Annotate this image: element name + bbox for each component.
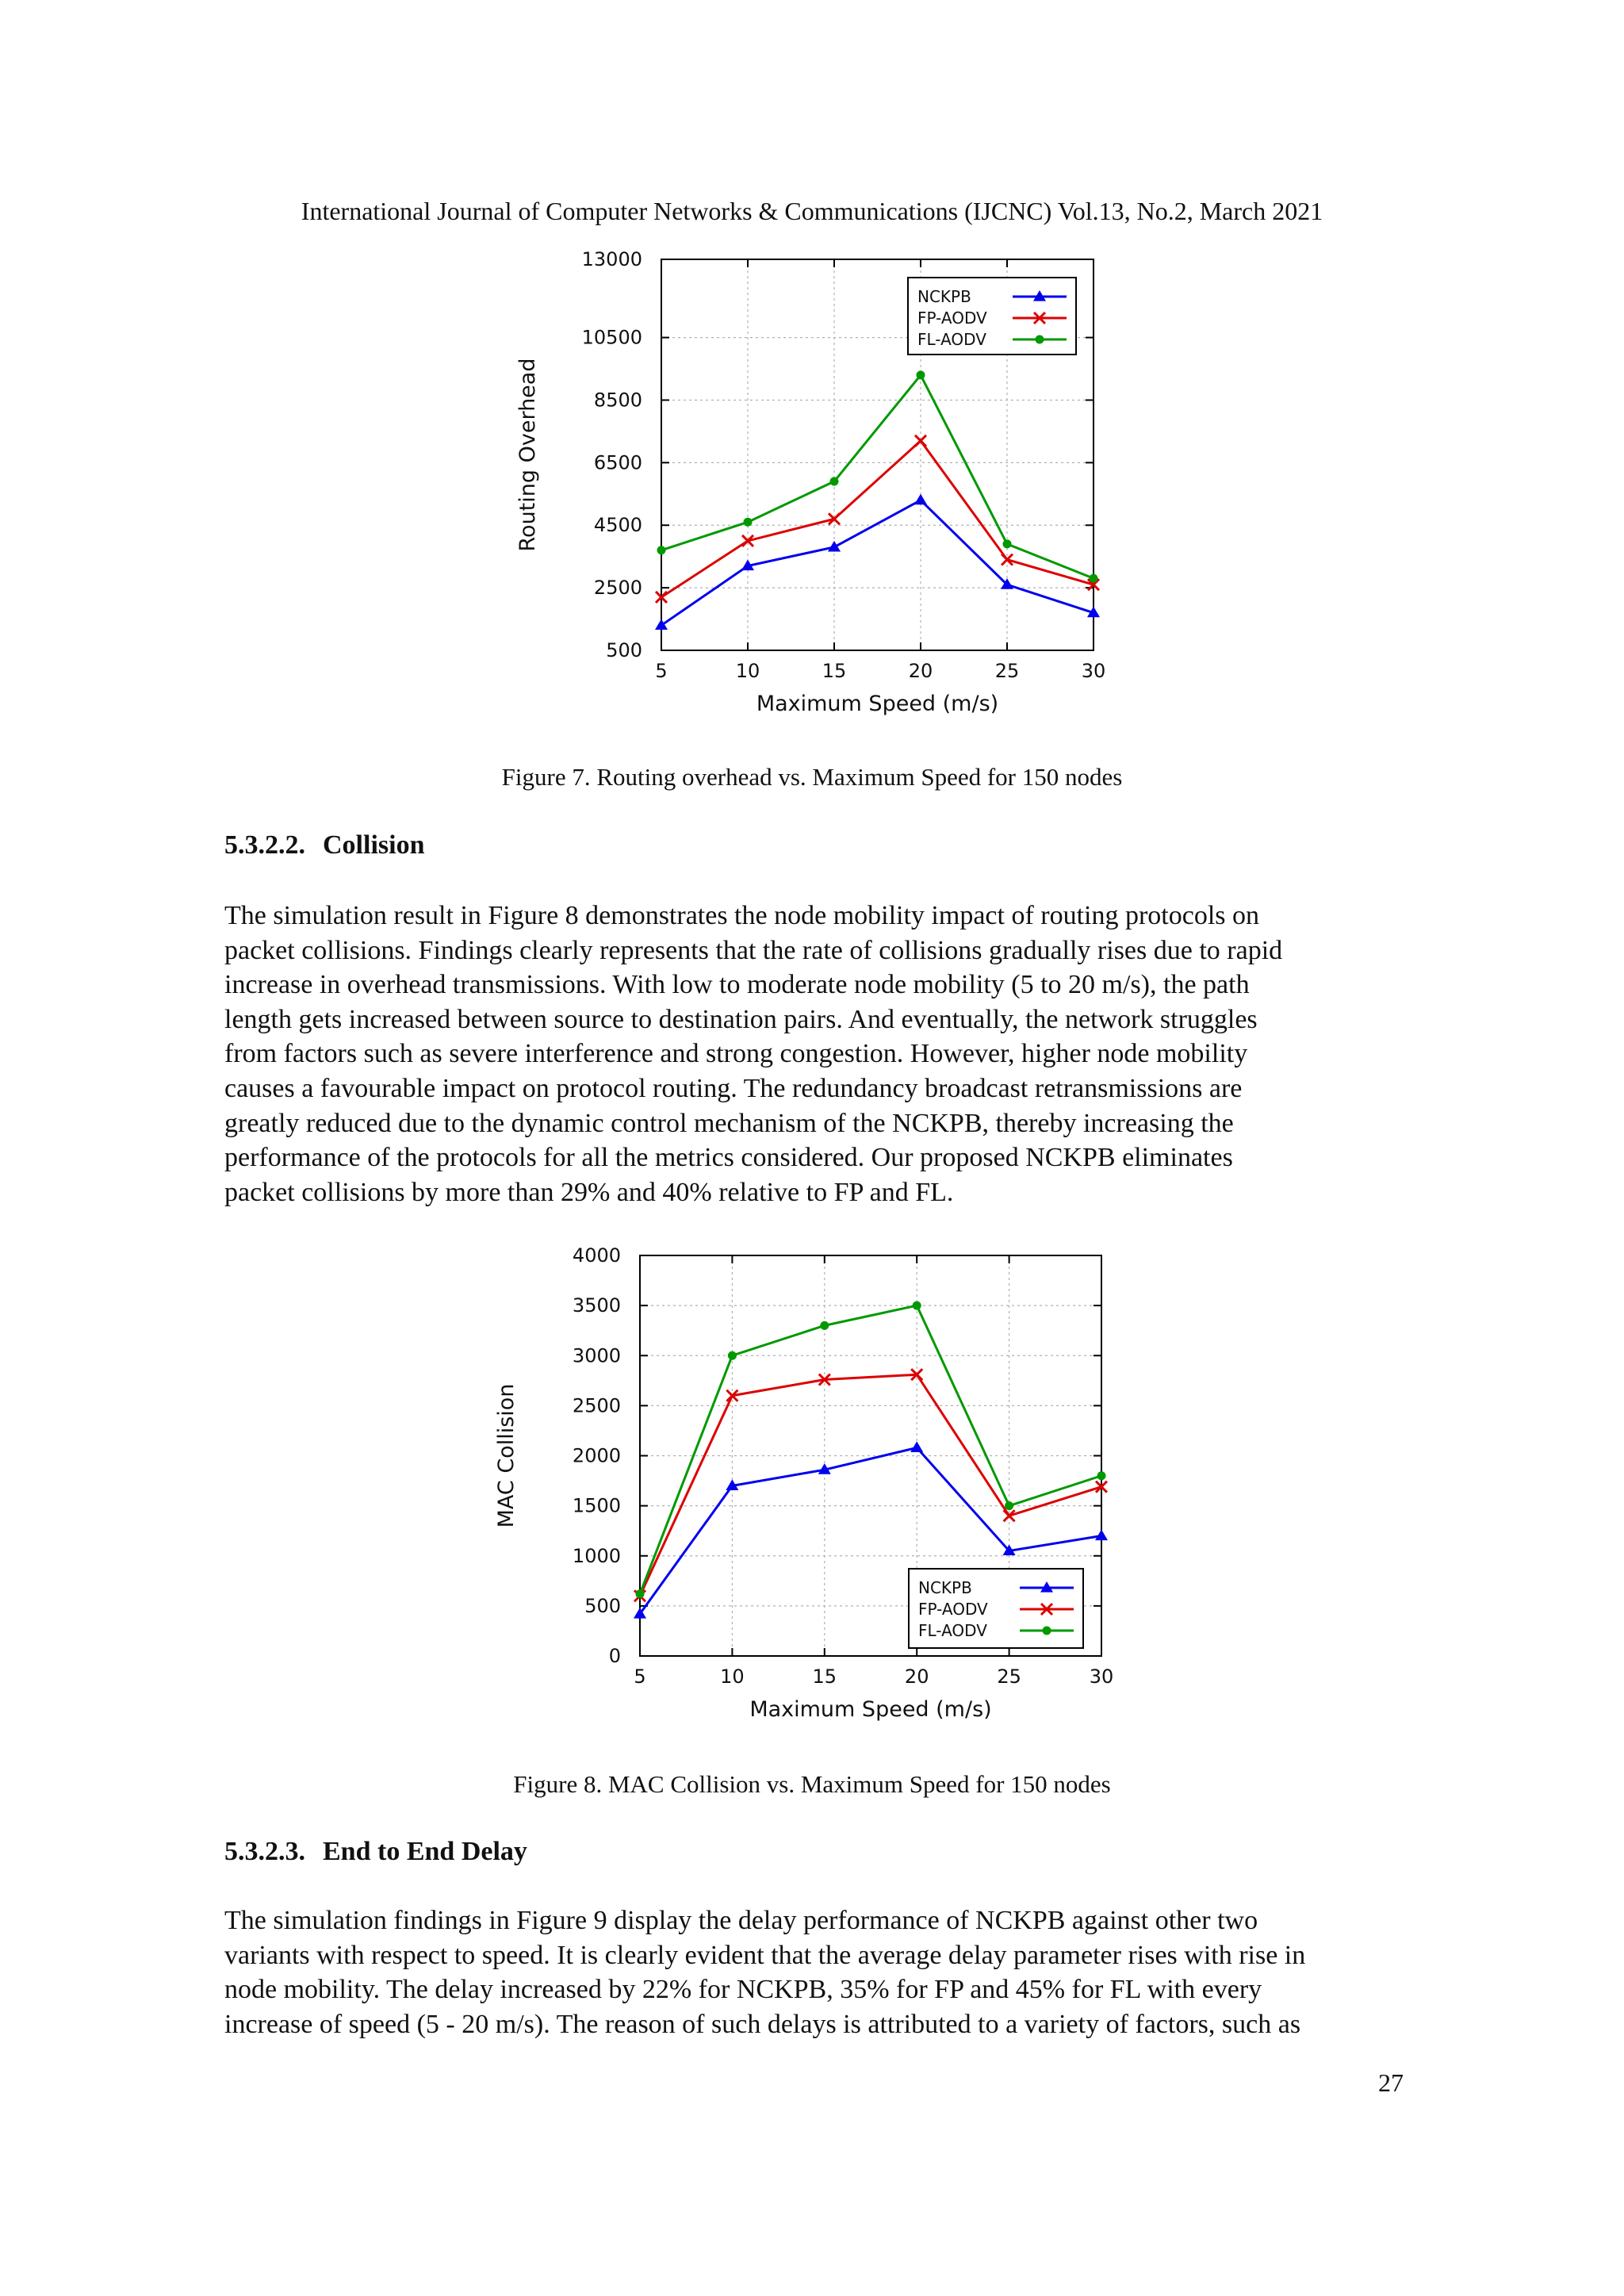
paragraph-line: increase of speed (5 - 20 m/s). The reason of such delays is attributed to a variety of factors, such as [224,2009,1301,2039]
x-tick-label: 25 [997,1665,1021,1688]
section-heading-delay [224,1837,527,1867]
x-tick-label: 20 [904,1665,929,1688]
data-point [914,494,927,505]
paragraph-line: increase in overhead transmissions. With low to moderate node mobility (5 to 20 m/s), the path [224,970,1250,1000]
figure-7-chart [0,238,1624,738]
paragraph-line: packet collisions by more than 29% and 40% relative to FP and FL. [224,1177,954,1207]
x-tick-label: 5 [634,1665,646,1688]
x-axis-label: Maximum Speed (m/s) [749,1697,992,1722]
y-tick-label: 2500 [572,1394,621,1417]
y-tick-label: 10500 [581,326,642,349]
series-line [661,375,1094,578]
legend-marker [1036,335,1044,344]
data-point [1097,1471,1106,1480]
collision-paragraph [224,899,1402,1209]
y-tick-label: 1500 [572,1494,621,1517]
paragraph-line: performance of the protocols for all the metrics considered. Our proposed NCKPB eliminates [224,1143,1233,1173]
series-line [661,500,1094,626]
paragraph-line: greatly reduced due to the dynamic control mechanism of the NCKPB, thereby increasing the [224,1108,1234,1138]
data-point [1090,574,1098,583]
paragraph-line: variants with respect to speed. It is clearly evident that the average delay parameter rises with rise in [224,1940,1306,1970]
section-number: 5.3.2.3. [224,1837,305,1866]
data-point [1095,1530,1108,1541]
legend-label: FL-AODV [917,330,986,349]
figure-8-chart [0,1225,1624,1749]
journal-header: International Journal of Computer Networks & Communications (IJCNC) Vol.13, No.2, March 2021 [301,197,1323,225]
section-heading-collision [224,830,424,861]
y-tick-label: 4500 [593,514,642,537]
legend-label: FP-AODV [917,309,987,328]
paragraph-line: from factors such as severe interference and strong congestion. However, higher node mobility [224,1039,1248,1069]
y-tick-label: 2500 [593,577,642,600]
y-tick-label: 13000 [581,248,642,270]
x-tick-label: 30 [1089,1665,1114,1688]
x-tick-label: 15 [822,660,847,682]
y-tick-label: 2000 [572,1444,621,1467]
data-point [636,1589,645,1598]
y-tick-label: 500 [606,639,642,661]
paragraph-line: The simulation findings in Figure 9 display the delay performance of NCKPB against other two [224,1906,1258,1935]
figure-8-plot [0,1225,1624,1749]
x-tick-label: 15 [812,1665,837,1688]
data-point [917,370,925,379]
x-tick-label: 10 [720,1665,745,1688]
data-point [1005,1501,1013,1510]
figure-7-caption: Figure 7. Routing overhead vs. Maximum Speed for 150 nodes [501,763,1123,791]
section-title: Collision [323,830,425,860]
data-point [744,518,753,527]
series-line [640,1305,1101,1594]
legend-label: FP-AODV [918,1600,988,1619]
paragraph-line: node mobility. The delay increased by 22% for NCKPB, 35% for FP and 45% for FL with every [224,1975,1262,2005]
x-tick-label: 5 [655,660,668,682]
series-line [640,1374,1101,1596]
x-tick-label: 20 [908,660,933,682]
x-tick-label: 10 [735,660,760,682]
y-axis-label: Routing Overhead [515,358,540,552]
legend-label: NCKPB [918,1578,972,1597]
data-point [830,477,839,486]
data-point [828,541,841,552]
section-number: 5.3.2.2. [224,830,305,860]
section-title: End to End Delay [323,1837,527,1866]
y-tick-label: 500 [584,1594,621,1617]
paragraph-line: length gets increased between source to destination pairs. And eventually, the network struggles [224,1004,1258,1034]
legend-marker [1043,1627,1051,1635]
figure-7-plot [0,238,1624,738]
y-tick-label: 3000 [572,1344,621,1367]
data-point [728,1351,737,1360]
data-point [910,1441,923,1452]
y-tick-label: 8500 [593,389,642,412]
y-axis-label: MAC Collision [494,1383,519,1528]
y-tick-label: 0 [608,1645,621,1667]
legend-label: NCKPB [917,287,971,306]
data-point [1003,539,1012,548]
data-point [820,1321,829,1330]
y-tick-label: 3500 [572,1294,621,1317]
x-tick-label: 30 [1081,660,1106,682]
delay-paragraph [224,1903,1402,2041]
paragraph-line: causes a favourable impact on protocol routing. The redundancy broadcast retransmissions are [224,1073,1243,1103]
y-tick-label: 4000 [572,1244,621,1267]
y-tick-label: 6500 [593,451,642,474]
data-point [657,546,666,554]
page-number: 27 [1378,2068,1404,2097]
x-axis-label: Maximum Speed (m/s) [756,692,999,716]
figure-8-caption: Figure 8. MAC Collision vs. Maximum Speed for 150 nodes [513,1770,1111,1798]
data-point [913,1301,921,1310]
paragraph-line: packet collisions. Findings clearly represents that the rate of collisions gradually rises due to rapid [224,935,1283,965]
legend-label: FL-AODV [918,1621,987,1640]
paragraph-line: The simulation result in Figure 8 demonstrates the node mobility impact of routing protocols on [224,901,1260,930]
x-tick-label: 25 [994,660,1020,682]
data-point [655,619,668,630]
series-line [661,441,1094,597]
y-tick-label: 1000 [572,1544,621,1567]
